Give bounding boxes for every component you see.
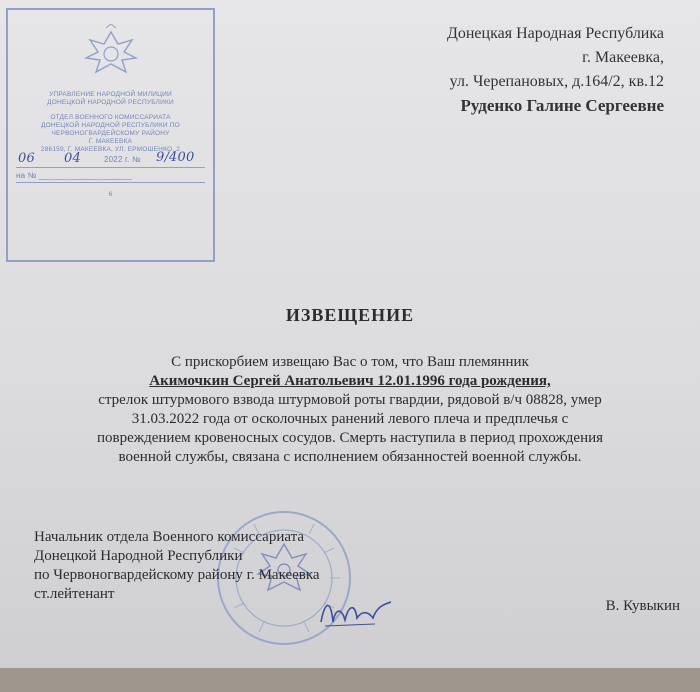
document-title: ИЗВЕЩЕНИЕ [285, 305, 415, 325]
notice-person: Акимочкин Сергей Анатольевич 12.01.1996 года рождения, [149, 373, 551, 389]
signatory-line: Донецкой Народной Республики [34, 548, 243, 564]
stamp-org-line: ДОНЕЦКОЙ НАРОДНОЙ РЕСПУБЛИКИ ПО [41, 122, 180, 129]
notice-text-line: повреждением кровеносных сосудов. Смерть наступила в период прохождения [96, 430, 604, 446]
recipient-line: г. Макеевка, [582, 49, 664, 66]
stamp-year-label: 2022 г. № [104, 155, 141, 164]
stamp-ref-label: на № ____________________ [16, 171, 132, 180]
stamp-date-line [16, 150, 205, 168]
stamp-index: 6 [108, 191, 113, 198]
signatory-rank: ст.лейтенант [34, 586, 115, 602]
signer-name: В. Кувыкин [605, 598, 680, 614]
recipient-name: Руденко Галине Сергеевне [460, 96, 664, 115]
recipient-address [447, 22, 664, 118]
handwritten-signature [315, 592, 395, 632]
recipient-line: ул. Черепановых, д.164/2, кв.12 [449, 73, 664, 90]
signatory-block [34, 528, 320, 604]
notice-intro: С прискорбием извещаю Вас о том, что Ваш племянник [171, 354, 529, 370]
stamp-org-line: ЧЕРВОНОГВАРДЕЙСКОМУ РАЙОНУ [51, 130, 170, 137]
signatory-line: Начальник отдела Военного комиссариата [34, 529, 305, 545]
stamp-number: 9/400 [156, 150, 195, 165]
recipient-line: Донецкая Народная Республика [446, 25, 664, 42]
notice-text-line: 31.03.2022 года от осколочных ранений левого плеча и предплечья с [131, 411, 569, 427]
stamp-address: 286159, Г. МАКЕЕВКА, УЛ. ЕРМОШЕНКО, 2 [40, 146, 181, 153]
notice-body [30, 353, 670, 467]
stamp-ref-line [16, 170, 205, 183]
notice-text-line: военной службы, связана с исполнением обязанностей военной службы. [118, 449, 582, 465]
stamp-date-day: 06 [18, 151, 35, 166]
coat-of-arms-emblem [76, 24, 146, 84]
desk-surface [0, 668, 700, 692]
signatory-line: по Червоногвардейскому району г. Макеевка [34, 567, 320, 583]
stamp-org-line: УПРАВЛЕНИЕ НАРОДНОЙ МИЛИЦИИ [49, 91, 172, 98]
registration-stamp [6, 8, 215, 262]
stamp-date-month: 04 [64, 151, 81, 166]
notice-text-line: стрелок штурмового взвода штурмовой роты гвардии, рядовой в/ч 08828, умер [98, 392, 602, 408]
stamp-org-line: Г. МАКЕЕВКА [88, 138, 133, 145]
stamp-org-line: ДОНЕЦКОЙ НАРОДНОЙ РЕСПУБЛИКИ [47, 99, 174, 106]
stamp-org-line: ОТДЕЛ ВОЕННОГО КОМИССАРИАТА [50, 114, 171, 121]
